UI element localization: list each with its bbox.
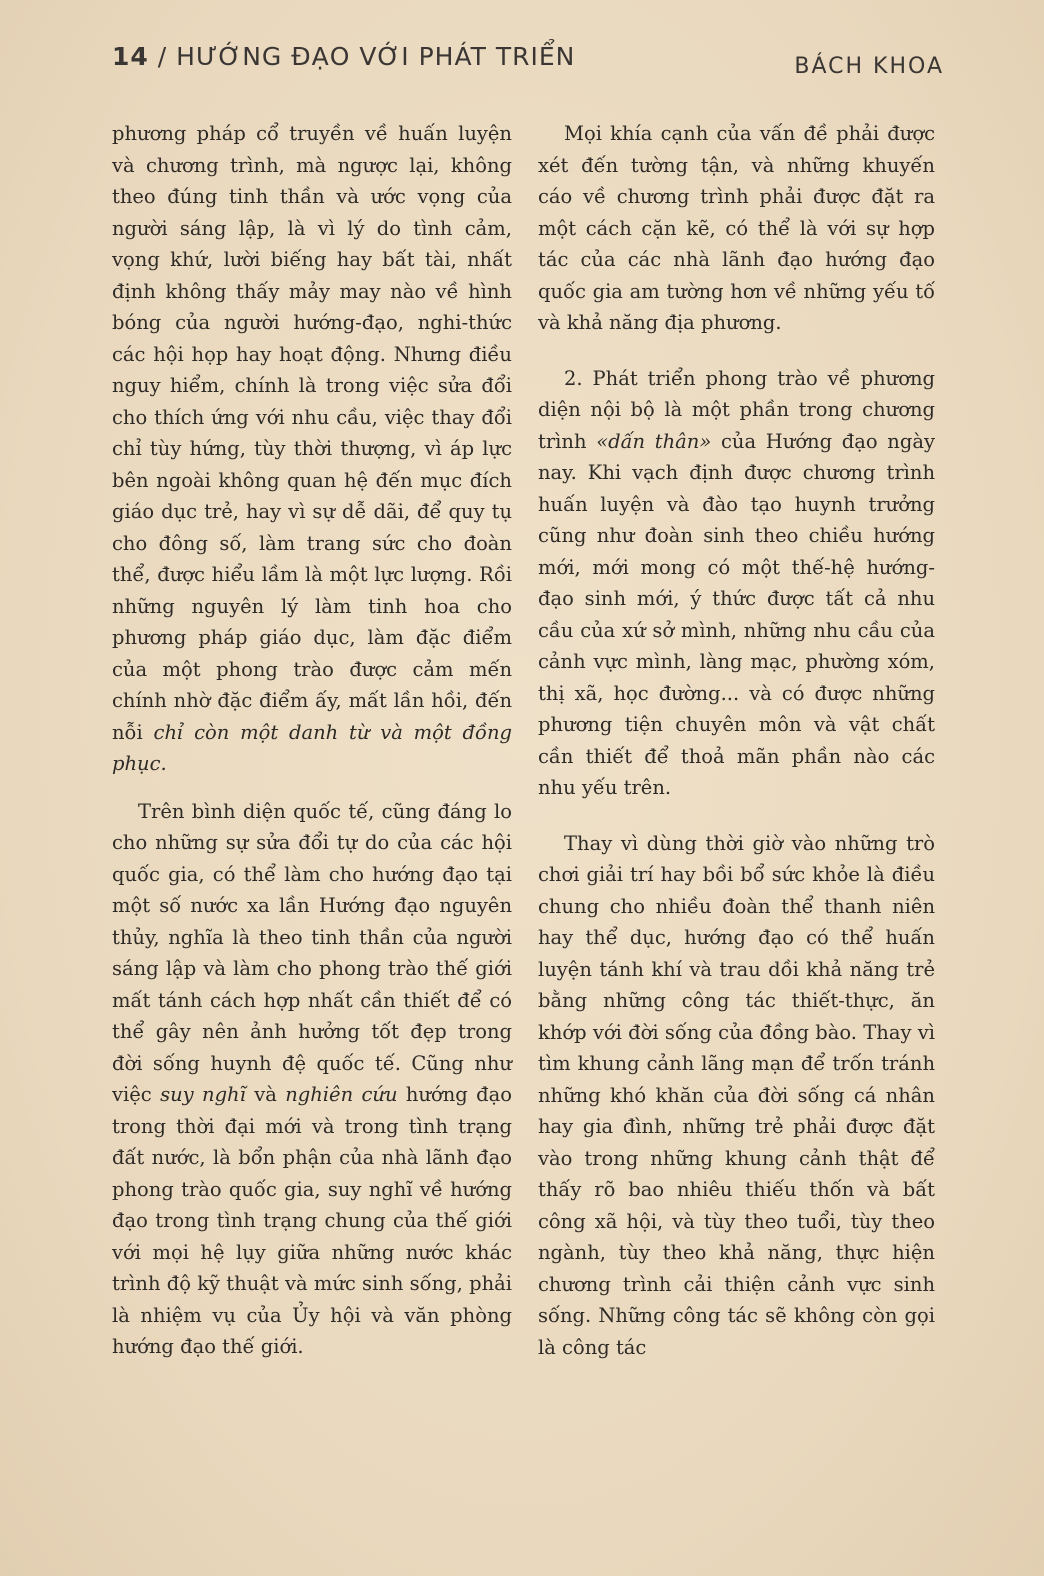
paragraph: Thay vì dùng thời giờ vào những trò chơi giải trí hay bồi bổ sức khỏe là điều chung cho nhiều đoàn thể thanh niên hay thể dục, hướng đạo có thể huấn luyện tánh khí và trau dồi khả năng trẻ bằng những công tác thiết-thực, ăn khớp với đời sống của đồng bào. Thay vì tìm khung cảnh lãng mạn để trốn tránh những khó khăn của đời sống cá nhân hay gia đình, những trẻ phải được đặt vào trong những khung cảnh thật để thấy rõ bao nhiêu thiếu thốn và bất công xã hội, và tùy theo tuổi, tùy theo ngành, tùy theo khả năng, thực hiện chương trình cải thiện cảnh vực sinh sống. Những công tác sẽ không còn gọi là công tác [538, 831, 935, 1359]
right-column [538, 118, 935, 1363]
paragraph-text: hướng đạo trong thời đại mới và trong tình trạng đất nước, là bổn phận của nhà lãnh đạo phong trào quốc gia, suy nghĩ về hướng đạo trong tình trạng chung của thế giới với mọi hệ lụy giữa những nước khác trình độ kỹ thuật và mức sinh sống, phải là nhiệm vụ của Ủy hội và văn phòng hướng đạo thế giới. [112, 1083, 512, 1358]
paragraph-text: phương pháp cổ truyền về huấn luyện và chương trình, mà ngược lại, không theo đúng tinh thần và ước vọng của người sáng lập, là vì lý do tình cảm, vọng khứ, lười biếng hay bất tài, nhất định không thấy mảy may nào về hình bóng của người hướng-đạo, nghi-thức các hội họp hay hoạt động. Nhưng điều nguy hiểm, chính là trong việc sửa đổi cho thích ứng với nhu cầu, việc thay đổi chỉ tùy hứng, tùy thời thượng, vì áp lực bên ngoài không quan hệ đến mục đích giáo dục trẻ, hay vì sự dễ dãi, để quy tụ cho đông số, làm trang sức cho đoàn thể, được hiểu lầm là một lực lượng. Rồi những nguyên lý làm tinh hoa cho phương pháp giáo dục, làm đặc điểm của một phong trào được cảm mến chính nhờ đặc điểm ấy, mất lần hồi, đến nỗi [112, 122, 512, 744]
paragraph-text: và [245, 1083, 286, 1106]
magazine-name: BÁCH KHOA [794, 54, 944, 79]
italic-phrase: suy nghĩ [160, 1083, 246, 1106]
paragraph: Mọi khía cạnh của vấn đề phải được xét đến tường tận, và những khuyến cáo về chương trình phải được đặt ra một cách cặn kẽ, có thể là với sự hợp tác của các nhà lãnh đạo hướng đạo quốc gia am tường hơn về những yếu tố và khả năng địa phương. [538, 122, 935, 334]
left-column [112, 118, 512, 1363]
running-head [112, 42, 575, 71]
paragraph [112, 118, 512, 780]
header-separator: / [157, 42, 168, 71]
paragraph-text: Trên bình diện quốc tế, cũng đáng lo cho những sự sửa đổi tự do của các hội quốc gia, có thể làm cho hướng đạo tại một số nước xa lần Hướng đạo nguyên thủy, nghĩa là theo tinh thần của người sáng lập và làm cho phong trào thế giới mất tánh cách hợp nhất cần thiết để có thể gây nên ảnh hưởng tốt đẹp trong đời sống huynh đệ quốc tế. Cũng như việc [112, 799, 512, 1106]
paragraph [112, 796, 512, 1363]
italic-phrase: chỉ còn một danh từ và một đồng phục. [112, 720, 512, 775]
italic-phrase: nghiên cứu [285, 1083, 398, 1106]
page-header [112, 42, 944, 82]
page-number: 14 [112, 42, 149, 71]
paragraph [538, 363, 935, 804]
italic-phrase: «dấn thân» [596, 429, 712, 453]
paragraph-text: của Hướng đạo ngày nay. Khi vạch định được chương trình huấn luyện và đào tạo huynh trưởng cũng như đoàn sinh theo chiều hướng mới, mới mong có một thế-hệ hướng-đạo sinh mới, ý thức được tất cả nhu cầu của xứ sở mình, những nhu cầu của cảnh vực mình, làng mạc, phường xóm, thị xã, học đường... và có được những phương tiện chuyên môn và vật chất cần thiết để thoả mãn phần nào các nhu yếu trên. [538, 429, 935, 799]
running-title: HƯỚNG ĐẠO VỚI PHÁT TRIỂN [176, 42, 576, 71]
paragraph-text: 2. Phát triển phong trào về phương diện nội bộ là một phần trong chương trình [538, 366, 935, 453]
